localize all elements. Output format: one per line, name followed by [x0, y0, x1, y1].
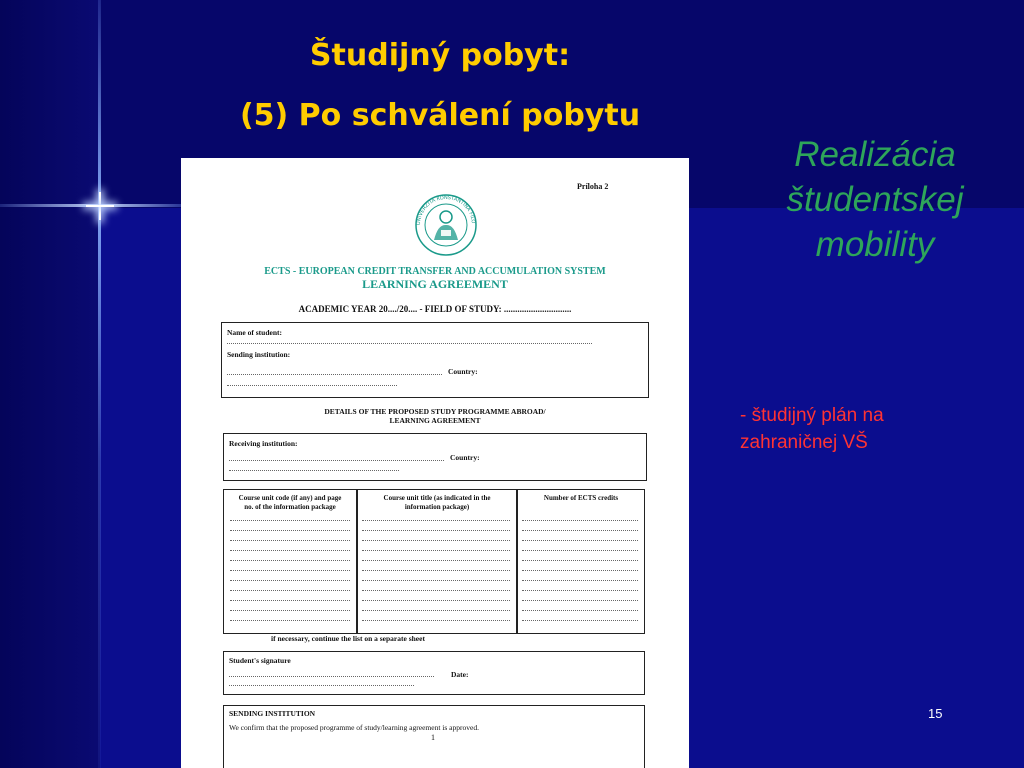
- dotted-line: [522, 580, 638, 581]
- column-header-line: no. of the information package: [244, 502, 336, 511]
- dotted-line: [522, 560, 638, 561]
- document-page-number: 1: [431, 733, 435, 742]
- dotted-line: [229, 676, 434, 677]
- country-label: Country:: [450, 453, 480, 462]
- dotted-line: [229, 685, 414, 686]
- country-label: Country:: [448, 367, 478, 376]
- column-header-code: [226, 494, 354, 511]
- dotted-line: [227, 374, 442, 375]
- slide-title-line1: Študijný pobyt:: [309, 38, 571, 73]
- column-header-credits: [520, 494, 642, 503]
- side-title-line: Realizácia: [794, 135, 956, 174]
- seal-text: UNIVERZITA KONŠTANTÍNA FILO: [415, 194, 476, 226]
- dotted-line: [230, 580, 350, 581]
- dotted-line: [522, 570, 638, 571]
- dotted-line: [362, 540, 510, 541]
- continue-note: if necessary, continue the list on a separate sheet: [271, 634, 425, 643]
- student-signature-label: Student's signature: [229, 656, 291, 665]
- dotted-line: [362, 590, 510, 591]
- details-heading-line: LEARNING AGREEMENT: [389, 416, 481, 425]
- dotted-line: [522, 620, 638, 621]
- dotted-line: [230, 590, 350, 591]
- annex-label: Príloha 2: [577, 182, 609, 191]
- dotted-line: [229, 470, 399, 471]
- dotted-line: [230, 560, 350, 561]
- university-seal-icon: [411, 190, 481, 256]
- column-divider: [356, 490, 358, 633]
- dotted-line: [230, 620, 350, 621]
- date-label: Date:: [451, 670, 469, 679]
- dotted-line: [230, 600, 350, 601]
- dotted-line: [227, 343, 592, 344]
- dotted-line: [230, 610, 350, 611]
- academic-year-line: ACADEMIC YEAR 20..../20.... - FIELD OF STUDY: ..............................: [298, 304, 572, 314]
- slide-number: 15: [928, 706, 943, 721]
- dotted-line: [230, 550, 350, 551]
- receiving-institution-label: Receiving institution:: [229, 439, 298, 448]
- side-title: [740, 132, 1010, 267]
- approval-text: We confirm that the proposed programme of study/learning agreement is approved.: [229, 723, 479, 732]
- dotted-line: [362, 560, 510, 561]
- dotted-line: [522, 550, 638, 551]
- dotted-line: [362, 580, 510, 581]
- dotted-line: [362, 610, 510, 611]
- student-info-box: [221, 322, 649, 398]
- ects-heading: ECTS - EUROPEAN CREDIT TRANSFER AND ACCUMULATION SYSTEM: [264, 266, 606, 277]
- details-heading-line: DETAILS OF THE PROPOSED STUDY PROGRAMME ABROAD/: [324, 407, 546, 416]
- dotted-line: [522, 520, 638, 521]
- learning-agreement-heading: LEARNING AGREEMENT: [362, 277, 508, 291]
- dotted-line: [522, 540, 638, 541]
- dotted-line: [230, 530, 350, 531]
- side-title-line: študentskej: [786, 180, 964, 219]
- dotted-line: [362, 550, 510, 551]
- column-header-line: Number of ECTS credits: [543, 494, 619, 502]
- details-heading: [181, 407, 689, 425]
- sending-institution-heading: SENDING INSTITUTION: [229, 709, 316, 718]
- dotted-line: [362, 600, 510, 601]
- column-header-title: [360, 494, 514, 511]
- decorative-vertical-line: [98, 0, 101, 768]
- learning-agreement-document: [181, 158, 689, 768]
- course-table: [223, 489, 645, 634]
- dotted-line: [227, 385, 397, 386]
- dotted-line: [229, 460, 444, 461]
- sparkle-icon: [86, 192, 114, 220]
- dotted-line: [230, 540, 350, 541]
- sending-institution-label: Sending institution:: [227, 350, 291, 359]
- dotted-line: [522, 590, 638, 591]
- receiving-institution-box: [223, 433, 647, 481]
- bullet-text: [740, 402, 1000, 456]
- dotted-line: [230, 520, 350, 521]
- bullet-line: - študijný plán na: [740, 405, 884, 426]
- column-header-line: Course unit code (if any) and page: [238, 494, 342, 502]
- slide-title-line2: (5) Po schválení pobytu: [239, 98, 641, 133]
- column-header-line: Course unit title (as indicated in the: [383, 494, 491, 502]
- name-of-student-label: Name of student:: [227, 328, 282, 337]
- background-left-panel: [0, 0, 100, 768]
- dotted-line: [522, 530, 638, 531]
- column-divider: [516, 490, 518, 633]
- signature-box: [223, 651, 645, 695]
- dotted-line: [362, 570, 510, 571]
- dotted-line: [362, 620, 510, 621]
- dotted-line: [522, 600, 638, 601]
- bullet-line: zahraničnej VŠ: [740, 432, 868, 453]
- dotted-line: [362, 520, 510, 521]
- dotted-line: [522, 610, 638, 611]
- side-title-line: mobility: [815, 225, 935, 264]
- dotted-line: [362, 530, 510, 531]
- column-header-line: information package): [404, 502, 470, 511]
- dotted-line: [230, 570, 350, 571]
